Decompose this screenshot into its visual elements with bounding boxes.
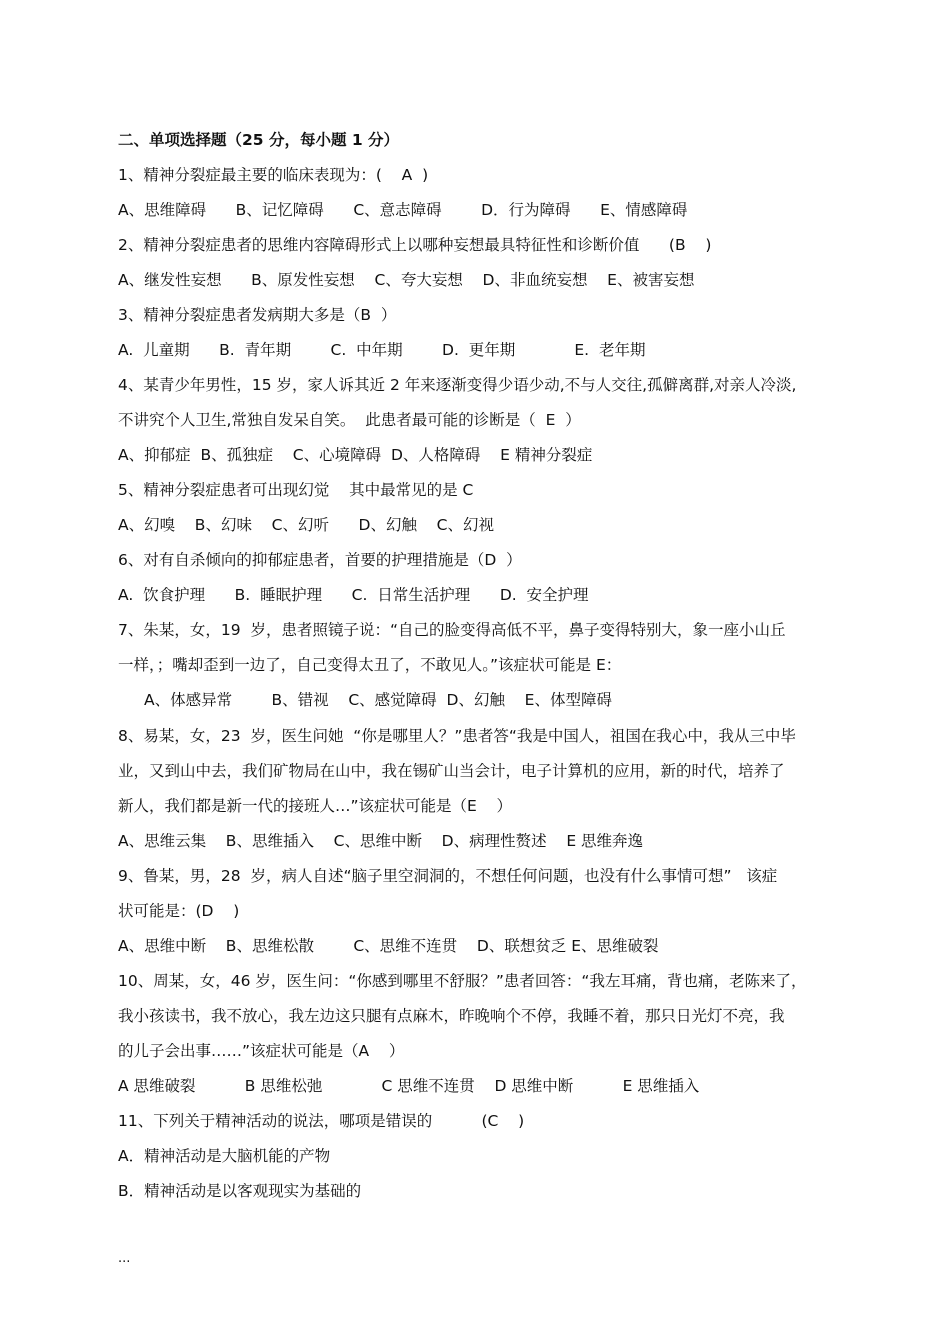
- question-7-stem-line-1: 7、朱某，女，19 岁，患者照镜子说：“自己的脸变得高低不平，鼻子变得特别大，象一座小山丘: [118, 621, 786, 639]
- question-8-options: A、思维云集 B、思维插入 C、思维中断 D、病理性赘述 E 思维奔逸: [118, 832, 644, 850]
- question-10-stem-line-1: 10、周某，女，46 岁，医生问：“你感到哪里不舒服？”患者回答：“我左耳痛，背也痛，老陈来了，: [118, 972, 807, 990]
- question-7-options: A、体感异常 B、错视 C、感觉障碍 D、幻触 E、体型障碍: [144, 691, 612, 709]
- question-11-option-b: B．精神活动是以客观现实为基础的: [118, 1182, 362, 1200]
- question-11-stem: 11、下列关于精神活动的说法，哪项是错误的 (C ): [118, 1112, 525, 1130]
- question-11-option-a: A．精神活动是大脑机能的产物: [118, 1147, 331, 1165]
- question-5-stem: 5、精神分裂症患者可出现幻觉 其中最常见的是 C: [118, 481, 474, 499]
- question-6-options: A. 饮食护理 B. 睡眠护理 C. 日常生活护理 D. 安全护理: [118, 586, 589, 604]
- question-2-stem: 2、精神分裂症患者的思维内容障碍形式上以哪种妄想最具特征性和诊断价值 (B ): [118, 236, 712, 254]
- question-10-stem-line-2: 我小孩读书，我不放心，我左边这只腿有点麻木，昨晚响个不停，我睡不着，那只日光灯不亮，我: [118, 1007, 785, 1025]
- question-8-stem-line-1: 8、易某，女，23 岁，医生问她 “你是哪里人？”患者答“我是中国人，祖国在我心中，我从三中毕: [118, 727, 796, 745]
- question-3-stem: 3、精神分裂症患者发病期大多是（B ）: [118, 306, 397, 324]
- question-5-options: A、幻嗅 B、幻味 C、幻听 D、幻触 C、幻视: [118, 516, 495, 534]
- question-8-stem-line-2: 业，又到山中去，我们矿物局在山中，我在锡矿山当会计，电子计算机的应用，新的时代，培养了: [118, 762, 785, 780]
- question-9-stem-line-1: 9、鲁某，男，28 岁，病人自述“脑子里空洞洞的，不想任何问题，也没有什么事情可想” 该症: [118, 867, 778, 885]
- question-9-stem-line-2: 状可能是：(D ): [118, 902, 240, 920]
- question-4-stem-line-2: 不讲究个人卫生,常独自发呆自笑。 此患者最可能的诊断是（ E ）: [118, 411, 581, 429]
- question-6-stem: 6、对有自杀倾向的抑郁症患者，首要的护理措施是（D ）: [118, 551, 522, 569]
- page-footer: ...: [118, 1251, 131, 1266]
- question-4-stem-line-1: 4、某青少年男性，15 岁，家人诉其近 2 年来逐渐变得少语少动,不与人交往,孤僻离群,对亲人冷淡,: [118, 376, 797, 394]
- question-8-stem-line-3: 新人，我们都是新一代的接班人…”该症状可能是（E ）: [118, 797, 513, 815]
- question-3-options: A. 儿童期 B. 青年期 C. 中年期 D. 更年期 E. 老年期: [118, 341, 646, 359]
- question-9-options: A、思维中断 B、思维松散 C、思维不连贯 D、联想贫乏 E、思维破裂: [118, 937, 659, 955]
- question-7-stem-line-2: 一样，；嘴却歪到一边了，自己变得太丑了，不敢见人。”该症状可能是 E：: [118, 656, 622, 674]
- question-4-options: A、抑郁症 B、孤独症 C、心境障碍 D、人格障碍 E 精神分裂症: [118, 446, 593, 464]
- question-1-options: A、思维障碍 B、记忆障碍 C、意志障碍 D．行为障碍 E、情感障碍: [118, 201, 688, 219]
- question-10-stem-line-3: 的儿子会出事……”该症状可能是（A ）: [118, 1042, 405, 1060]
- question-1-stem: 1、精神分裂症最主要的临床表现为：( A ): [118, 166, 429, 184]
- section-title: 二、单项选择题（25 分，每小题 1 分）: [118, 131, 400, 149]
- question-2-options: A、继发性妄想 B、原发性妄想 C、夸大妄想 D、非血统妄想 E、被害妄想: [118, 271, 695, 289]
- question-10-options: A 思维破裂 B 思维松弛 C 思维不连贯 D 思维中断 E 思维插入: [118, 1077, 700, 1095]
